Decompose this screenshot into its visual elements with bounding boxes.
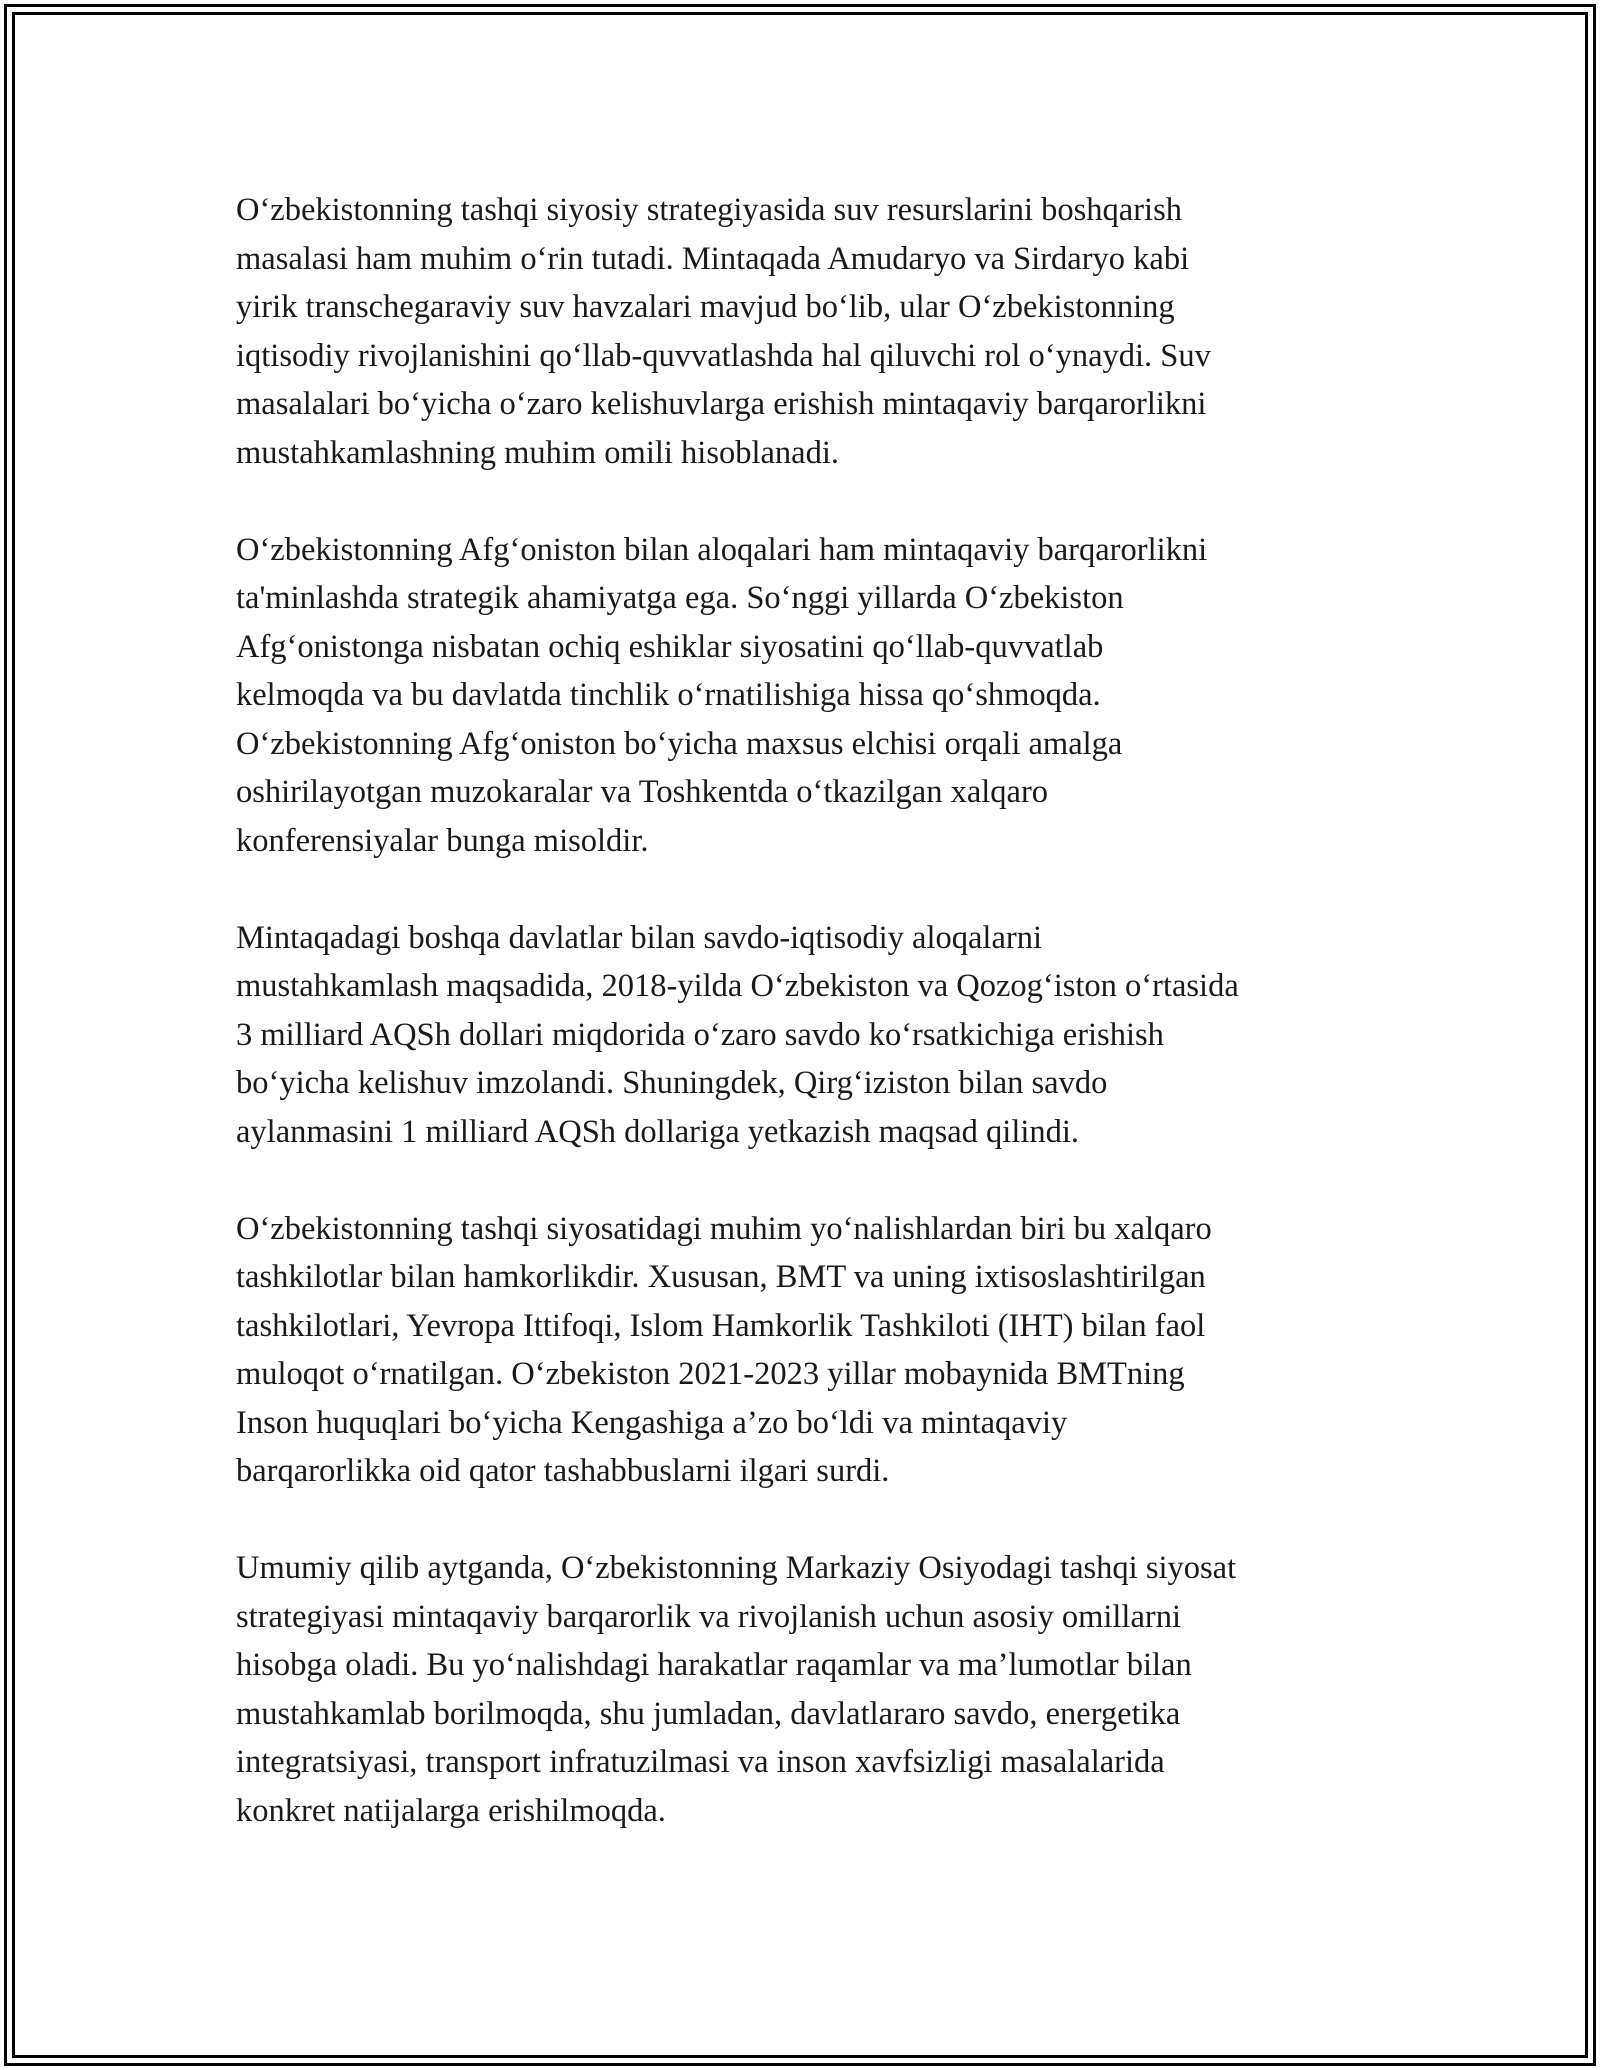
text-line: aylanmasini 1 milliard AQSh dollariga yetkazish maqsad qilindi. [236,1113,1080,1150]
text-line: kelmoqda va bu davlatda tinchlik o‘rnatilishiga hissa qo‘shmoqda. [236,677,1101,713]
text-line: mustahkamlash maqsadida, 2018-yilda O‘zbekiston va Qozog‘iston o‘rtasida [236,968,1239,1004]
text-line: integratsiyasi, transport infratuzilmasi va inson xavfsizligi masalalarida [236,1744,1165,1780]
text-line: mustahkamlashning muhim omili hisoblanadi. [236,434,840,471]
paragraph-water-resources [236,186,1386,477]
paragraph-afghanistan [236,526,1386,866]
document-body [236,186,1386,1884]
text-line: tashkilotlari, Yevropa Ittifoqi, Islom Hamkorlik Tashkiloti (IHT) bilan faol [236,1307,1206,1344]
paragraph-trade [236,914,1386,1157]
text-line: barqarorlikka oid qator tashabbuslarni ilgari surdi. [236,1453,890,1489]
text-line: konferensiyalar bunga misoldir. [236,822,649,859]
text-line: bo‘yicha kelishuv imzolandi. Shuningdek, Qirg‘iziston bilan savdo [236,1065,1108,1101]
text-line: yirik transchegaraviy suv havzalari mavjud bo‘lib, ular O‘zbekistonning [236,289,1175,325]
text-line: oshirilayotgan muzokaralar va Toshkentda o‘tkazilgan xalqaro [236,774,1049,810]
text-line: konkret natijalarga erishilmoqda. [236,1792,666,1829]
text-line: Inson huquqlari bo‘yicha Kengashiga a’zo bo‘ldi va mintaqaviy [236,1404,1068,1441]
text-line: O‘zbekistonning tashqi siyosiy strategiyasida suv resurslarini boshqarish [236,192,1182,228]
paragraph-conclusion [236,1544,1386,1835]
text-line: strategiyasi mintaqaviy barqarorlik va rivojlanish uchun asosiy omillarni [236,1598,1181,1635]
text-line: O‘zbekistonning Afg‘oniston bilan aloqalari ham mintaqaviy barqarorlikni [236,531,1208,568]
text-line: hisobga oladi. Bu yo‘nalishdagi harakatlar raqamlar va ma’lumotlar bilan [236,1647,1192,1683]
text-line: masalalari bo‘yicha o‘zaro kelishuvlarga erishish mintaqaviy barqarorlikni [236,386,1207,422]
text-line: muloqot o‘rnatilgan. O‘zbekiston 2021-2023 yillar mobaynida BMTning [236,1356,1185,1392]
text-line: ta'minlashda strategik ahamiyatga ega. So‘nggi yillarda O‘zbekiston [236,580,1124,616]
text-line: masalasi ham muhim o‘rin tutadi. Mintaqada Amudaryo va Sirdaryo kabi [236,240,1190,277]
text-line: O‘zbekistonning Afg‘oniston bo‘yicha maxsus elchisi orqali amalga [236,725,1123,762]
text-line: Afg‘onistonga nisbatan ochiq eshiklar siyosatini qo‘llab-quvvatlab [236,628,1104,665]
text-line: Mintaqadagi boshqa davlatlar bilan savdo-iqtisodiy aloqalarni [236,919,1042,956]
text-line: mustahkamlab borilmoqda, shu jumladan, davlatlararo savdo, energetika [236,1695,1181,1732]
paragraph-international-organizations [236,1205,1386,1496]
text-line: iqtisodiy rivojlanishini qo‘llab-quvvatlashda hal qiluvchi rol o‘ynaydi. Suv [236,337,1211,374]
text-line: O‘zbekistonning tashqi siyosatidagi muhim yo‘nalishlardan biri bu xalqaro [236,1210,1212,1247]
text-line: 3 milliard AQSh dollari miqdorida o‘zaro savdo ko‘rsatkichiga erishish [236,1016,1164,1053]
text-line: tashkilotlar bilan hamkorlikdir. Xususan, BMT va uning ixtisoslashtirilgan [236,1259,1206,1295]
text-line: Umumiy qilib aytganda, O‘zbekistonning Markaziy Osiyodagi tashqi siyosat [236,1550,1237,1586]
